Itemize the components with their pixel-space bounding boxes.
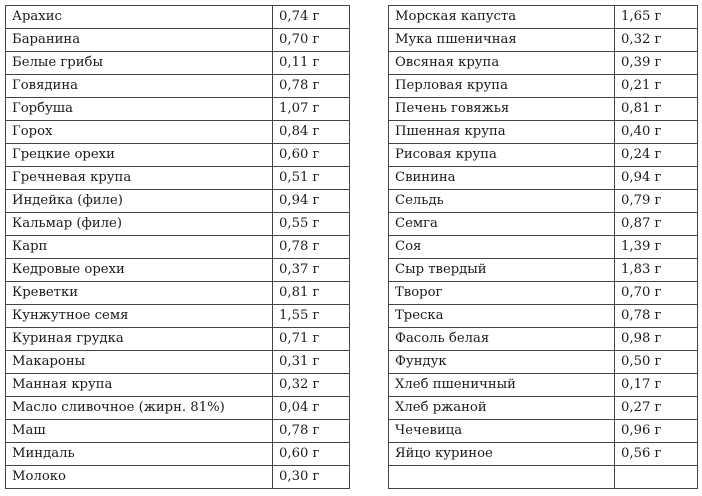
product-name-cell: Сыр твердый — [389, 259, 615, 282]
value-cell: 0,70 г — [615, 282, 698, 305]
table-row — [389, 397, 698, 420]
value-cell: 0,17 г — [615, 374, 698, 397]
table-row — [6, 420, 350, 443]
table-row — [6, 374, 350, 397]
table-row — [6, 167, 350, 190]
value-cell: 0,39 г — [615, 52, 698, 75]
table-row — [389, 328, 698, 351]
value-cell: 0,60 г — [273, 443, 350, 466]
value-cell: 0,78 г — [273, 75, 350, 98]
product-name-cell: Кунжутное семя — [6, 305, 273, 328]
value-cell: 0,96 г — [615, 420, 698, 443]
table-row — [6, 282, 350, 305]
value-cell: 0,37 г — [273, 259, 350, 282]
table-row — [6, 328, 350, 351]
value-cell: 1,83 г — [615, 259, 698, 282]
value-cell: 0,98 г — [615, 328, 698, 351]
product-name-cell: Хлеб ржаной — [389, 397, 615, 420]
product-name-cell: Белые грибы — [6, 52, 273, 75]
table-row — [6, 466, 350, 489]
product-name-cell: Хлеб пшеничный — [389, 374, 615, 397]
value-cell: 0,24 г — [615, 144, 698, 167]
value-cell: 0,94 г — [615, 167, 698, 190]
value-cell: 0,30 г — [273, 466, 350, 489]
table-row — [389, 374, 698, 397]
table-row — [6, 236, 350, 259]
value-cell: 0,27 г — [615, 397, 698, 420]
product-name-cell: Грецкие орехи — [6, 144, 273, 167]
value-cell: 0,74 г — [273, 6, 350, 29]
product-name-cell: Горох — [6, 121, 273, 144]
product-name-cell: Овсяная крупа — [389, 52, 615, 75]
value-cell: 1,39 г — [615, 236, 698, 259]
table-row — [6, 6, 350, 29]
product-name-cell: Горбуша — [6, 98, 273, 121]
table-row — [6, 144, 350, 167]
product-name-cell: Творог — [389, 282, 615, 305]
product-name-cell — [389, 466, 615, 489]
table-row — [6, 305, 350, 328]
product-name-cell: Чечевица — [389, 420, 615, 443]
value-cell: 0,50 г — [615, 351, 698, 374]
table-row — [6, 29, 350, 52]
product-name-cell: Рисовая крупа — [389, 144, 615, 167]
value-cell: 0,94 г — [273, 190, 350, 213]
product-name-cell: Куриная грудка — [6, 328, 273, 351]
value-cell: 0,31 г — [273, 351, 350, 374]
table-row — [389, 351, 698, 374]
value-cell: 0,71 г — [273, 328, 350, 351]
table-row — [389, 98, 698, 121]
value-cell: 0,40 г — [615, 121, 698, 144]
table-row — [389, 52, 698, 75]
product-name-cell: Треска — [389, 305, 615, 328]
product-name-cell: Соя — [389, 236, 615, 259]
left-table — [5, 5, 350, 489]
value-cell: 0,78 г — [273, 420, 350, 443]
product-name-cell: Свинина — [389, 167, 615, 190]
value-cell: 1,65 г — [615, 6, 698, 29]
table-row — [389, 443, 698, 466]
product-name-cell: Семга — [389, 213, 615, 236]
product-name-cell: Печень говяжья — [389, 98, 615, 121]
product-name-cell: Манная крупа — [6, 374, 273, 397]
table-row — [389, 466, 698, 489]
product-name-cell: Пшенная крупа — [389, 121, 615, 144]
value-cell: 0,84 г — [273, 121, 350, 144]
product-name-cell: Фасоль белая — [389, 328, 615, 351]
product-name-cell: Сельдь — [389, 190, 615, 213]
value-cell: 0,70 г — [273, 29, 350, 52]
table-row — [6, 213, 350, 236]
product-name-cell: Яйцо куриное — [389, 443, 615, 466]
product-name-cell: Индейка (филе) — [6, 190, 273, 213]
product-name-cell: Карп — [6, 236, 273, 259]
right-table-body — [389, 6, 698, 489]
product-name-cell: Маш — [6, 420, 273, 443]
value-cell: 0,11 г — [273, 52, 350, 75]
table-row — [389, 6, 698, 29]
value-cell: 0,21 г — [615, 75, 698, 98]
value-cell: 0,51 г — [273, 167, 350, 190]
table-row — [389, 144, 698, 167]
value-cell: 0,78 г — [273, 236, 350, 259]
product-name-cell: Гречневая крупа — [6, 167, 273, 190]
product-name-cell: Перловая крупа — [389, 75, 615, 98]
table-row — [389, 121, 698, 144]
product-name-cell: Мука пшеничная — [389, 29, 615, 52]
left-table-body — [6, 6, 350, 489]
table-row — [6, 397, 350, 420]
product-name-cell: Миндаль — [6, 443, 273, 466]
product-name-cell: Морская капуста — [389, 6, 615, 29]
value-cell: 0,04 г — [273, 397, 350, 420]
table-row — [389, 190, 698, 213]
value-cell: 0,87 г — [615, 213, 698, 236]
value-cell: 0,60 г — [273, 144, 350, 167]
product-name-cell: Кедровые орехи — [6, 259, 273, 282]
product-name-cell: Арахис — [6, 6, 273, 29]
table-row — [389, 213, 698, 236]
table-row — [6, 75, 350, 98]
table-row — [6, 98, 350, 121]
value-cell: 0,32 г — [273, 374, 350, 397]
product-name-cell: Креветки — [6, 282, 273, 305]
table-row — [389, 167, 698, 190]
table-row — [389, 259, 698, 282]
table-row — [389, 282, 698, 305]
value-cell: 0,81 г — [273, 282, 350, 305]
value-cell: 1,07 г — [273, 98, 350, 121]
right-table — [388, 5, 698, 489]
product-name-cell: Баранина — [6, 29, 273, 52]
product-name-cell: Масло сливочное (жирн. 81%) — [6, 397, 273, 420]
value-cell: 0,81 г — [615, 98, 698, 121]
product-name-cell: Макароны — [6, 351, 273, 374]
table-row — [6, 52, 350, 75]
product-name-cell: Кальмар (филе) — [6, 213, 273, 236]
table-row — [389, 305, 698, 328]
table-row — [389, 420, 698, 443]
table-row — [6, 121, 350, 144]
table-row — [6, 190, 350, 213]
table-row — [389, 29, 698, 52]
value-cell: 0,32 г — [615, 29, 698, 52]
value-cell: 1,55 г — [273, 305, 350, 328]
table-row — [389, 236, 698, 259]
value-cell: 0,78 г — [615, 305, 698, 328]
product-name-cell: Фундук — [389, 351, 615, 374]
table-row — [6, 443, 350, 466]
product-name-cell: Говядина — [6, 75, 273, 98]
value-cell: 0,55 г — [273, 213, 350, 236]
table-row — [389, 75, 698, 98]
value-cell: 0,56 г — [615, 443, 698, 466]
product-name-cell: Молоко — [6, 466, 273, 489]
value-cell: 0,79 г — [615, 190, 698, 213]
table-row — [6, 351, 350, 374]
value-cell — [615, 466, 698, 489]
table-row — [6, 259, 350, 282]
